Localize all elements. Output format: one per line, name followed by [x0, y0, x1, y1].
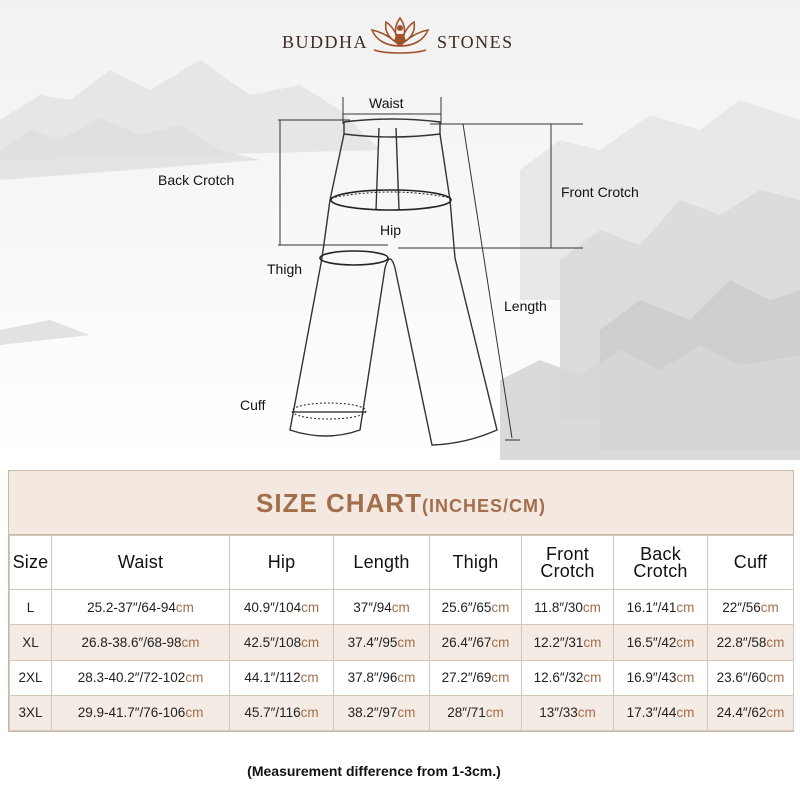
column-header-waist: Waist	[52, 536, 230, 590]
column-header-cuff: Cuff	[708, 536, 794, 590]
column-header-hip: Hip	[230, 536, 334, 590]
unit-suffix: cm	[676, 634, 695, 650]
measurement-cell	[230, 695, 334, 730]
cell-value: 37.4″/95	[347, 634, 398, 650]
unit-suffix: cm	[760, 599, 779, 615]
size-cell	[10, 625, 52, 660]
cell-value: 25.2-37″/64-94	[87, 599, 176, 615]
unit-suffix: cm	[397, 634, 416, 650]
cell-value: 16.5″/42	[626, 634, 677, 650]
thigh-label: Thigh	[267, 261, 303, 277]
column-header-front-crotch: Front Crotch	[522, 536, 614, 590]
measurement-cell	[52, 625, 230, 660]
waist-label: Waist	[369, 95, 404, 111]
unit-suffix: cm	[582, 599, 601, 615]
measurement-cell	[430, 695, 522, 730]
cell-value: 26.4″/67	[441, 634, 492, 650]
cell-value: 3XL	[18, 705, 43, 721]
measurement-cell	[230, 660, 334, 695]
column-header-thigh: Thigh	[430, 536, 522, 590]
measurement-cell	[430, 590, 522, 625]
measurement-cell	[614, 695, 708, 730]
measurement-cell	[52, 660, 230, 695]
cell-value: 24.4″/62	[716, 705, 767, 721]
measurement-cell	[708, 590, 794, 625]
size-table	[9, 535, 794, 731]
unit-suffix: cm	[583, 670, 602, 686]
measurement-cell	[708, 695, 794, 730]
hip-measure-ring	[331, 190, 451, 210]
cell-value: 38.2″/97	[347, 705, 398, 721]
unit-suffix: cm	[766, 705, 785, 721]
table-row	[10, 660, 794, 695]
cell-value: 11.8″/30	[534, 599, 583, 615]
table-body	[10, 590, 794, 731]
measurement-note: (Measurement difference from 1-3cm.)	[247, 763, 501, 779]
cuff-measure-ring	[292, 403, 366, 419]
unit-suffix: cm	[491, 599, 510, 615]
unit-suffix: cm	[583, 634, 602, 650]
unit-suffix: cm	[300, 705, 319, 721]
measurement-cell	[522, 625, 614, 660]
cell-value: 45.7″/116	[244, 705, 301, 721]
brand-name-right: STONES	[437, 32, 514, 52]
unit-suffix: cm	[301, 599, 320, 615]
cell-value: 22″/56	[722, 599, 761, 615]
cell-value: 40.9″/104	[243, 599, 302, 615]
unit-suffix: cm	[491, 670, 510, 686]
cell-value: 26.8-38.6″/68-98	[81, 634, 182, 650]
table-row	[10, 590, 794, 625]
cell-value: 13″/33	[539, 705, 578, 721]
measurement-cell	[230, 625, 334, 660]
measurement-cell	[708, 660, 794, 695]
measurement-cell	[52, 695, 230, 730]
measurement-cell	[52, 590, 230, 625]
right-leg-outline	[395, 134, 497, 445]
size-cell	[10, 660, 52, 695]
size-chart	[8, 470, 794, 732]
measurement-cell	[614, 590, 708, 625]
unit-suffix: cm	[185, 670, 204, 686]
cell-value: 23.6″/60	[716, 670, 767, 686]
unit-suffix: cm	[391, 599, 410, 615]
measurement-cell	[614, 625, 708, 660]
brand-name-left: BUDDHA	[281, 32, 368, 52]
cell-value: 27.2″/69	[441, 670, 492, 686]
size-cell	[10, 590, 52, 625]
cell-value: 29.9-41.7″/76-106	[77, 705, 186, 721]
measurement-cell	[708, 625, 794, 660]
unit-suffix: cm	[397, 670, 416, 686]
waistband	[344, 119, 440, 137]
measurement-cell	[430, 660, 522, 695]
size-chart-title	[9, 471, 793, 535]
measurement-cell	[522, 590, 614, 625]
cell-value: L	[26, 599, 35, 615]
cell-value: XL	[22, 634, 39, 650]
measurement-cell	[522, 660, 614, 695]
measurement-cell	[430, 625, 522, 660]
cell-value: 44.1″/112	[244, 670, 301, 686]
measurement-cell	[334, 625, 430, 660]
unit-suffix: cm	[185, 705, 204, 721]
cell-value: 25.6″/65	[441, 599, 492, 615]
table-row	[10, 625, 794, 660]
length-label: Length	[504, 298, 547, 314]
unit-suffix: cm	[485, 705, 504, 721]
unit-suffix: cm	[491, 634, 510, 650]
measurement-cell	[334, 590, 430, 625]
unit-suffix: cm	[300, 670, 319, 686]
size-chart-title-main: SIZE CHART	[256, 488, 422, 518]
unit-suffix: cm	[577, 705, 596, 721]
cell-value: 12.6″/32	[533, 670, 584, 686]
cell-value: 42.5″/108	[243, 634, 302, 650]
cell-value: 37″/94	[353, 599, 392, 615]
front-crotch-label: Front Crotch	[561, 184, 639, 200]
unit-suffix: cm	[301, 634, 320, 650]
back-crotch-label: Back Crotch	[158, 172, 235, 188]
size-chart-title-unit: (INCHES/CM)	[422, 496, 546, 516]
left-leg-outline	[290, 134, 385, 436]
column-header-back-crotch: Back Crotch	[614, 536, 708, 590]
cell-value: 22.8″/58	[716, 634, 767, 650]
measurement-cell	[334, 695, 430, 730]
cell-value: 16.9″/43	[626, 670, 677, 686]
unit-suffix: cm	[766, 634, 785, 650]
cell-value: 28.3-40.2″/72-102	[77, 670, 186, 686]
cell-value: 17.3″/44	[626, 705, 677, 721]
unit-suffix: cm	[676, 670, 695, 686]
unit-suffix: cm	[175, 599, 194, 615]
hip-label: Hip	[380, 222, 402, 238]
cell-value: 12.2″/31	[533, 634, 584, 650]
measurement-cell	[230, 590, 334, 625]
cuff-label: Cuff	[240, 397, 266, 413]
cell-value: 37.8″/96	[347, 670, 398, 686]
table-header-row	[10, 536, 794, 590]
cell-value: 16.1″/41	[626, 599, 677, 615]
thigh-measure-ring	[320, 251, 388, 265]
size-cell	[10, 695, 52, 730]
column-header-size: Size	[10, 536, 52, 590]
unit-suffix: cm	[676, 599, 695, 615]
unit-suffix: cm	[676, 705, 695, 721]
measurement-cell	[614, 660, 708, 695]
cell-value: 2XL	[18, 670, 43, 686]
table-row	[10, 695, 794, 730]
measurement-cell	[334, 660, 430, 695]
column-header-length: Length	[334, 536, 430, 590]
unit-suffix: cm	[766, 670, 785, 686]
unit-suffix: cm	[181, 634, 200, 650]
cell-value: 28″/71	[447, 705, 486, 721]
measurement-cell	[522, 695, 614, 730]
unit-suffix: cm	[397, 705, 416, 721]
